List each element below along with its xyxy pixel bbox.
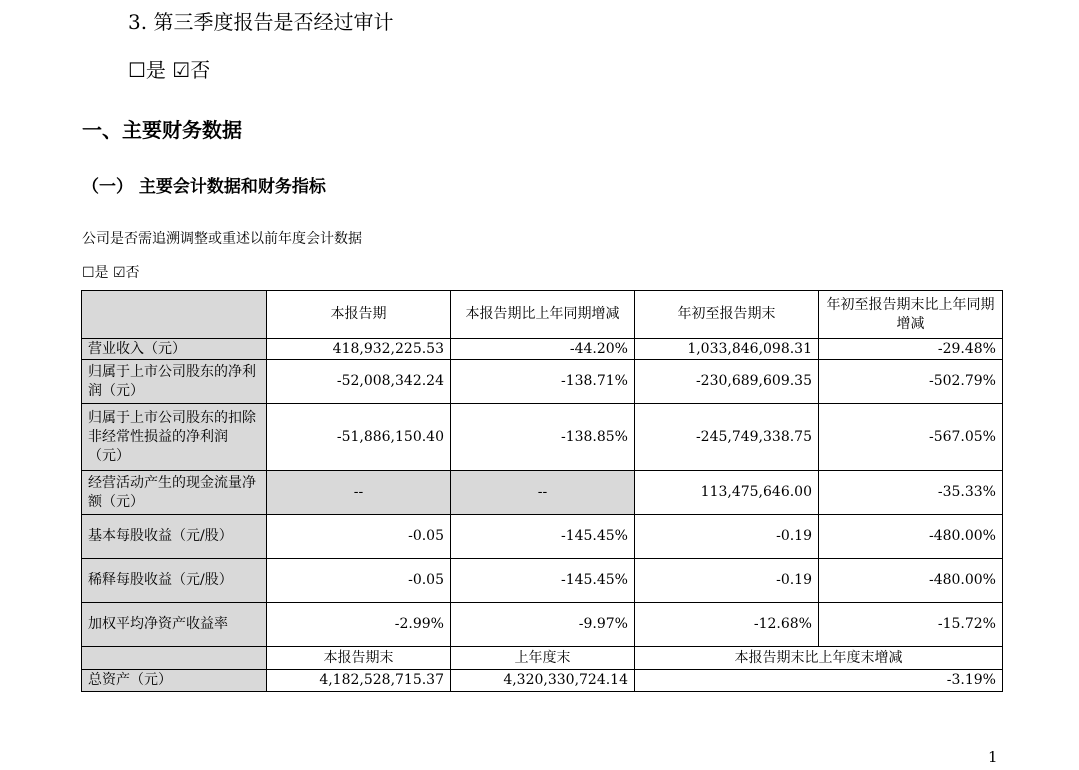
value-cell: -51,886,150.40: [267, 404, 451, 471]
value-cell: -0.19: [635, 515, 819, 559]
value-cell: -2.99%: [267, 603, 451, 647]
value-cell: -567.05%: [819, 404, 1003, 471]
value-cell: -29.48%: [819, 339, 1003, 360]
value-cell: -245,749,338.75: [635, 404, 819, 471]
value-cell: -145.45%: [451, 559, 635, 603]
header-cell: 本报告期末比上年度末增减: [635, 647, 1003, 670]
section-subtitle: （一） 主要会计数据和财务指标: [82, 177, 326, 197]
value-cell: --: [267, 471, 451, 515]
audit-question: 3. 第三季度报告是否经过审计: [128, 10, 394, 34]
value-cell: --: [451, 471, 635, 515]
row-label: 经营活动产生的现金流量净额（元）: [82, 471, 267, 515]
value-cell: -0.19: [635, 559, 819, 603]
table-row: [82, 339, 1003, 360]
page-number: 1: [988, 748, 998, 766]
row-label: 营业收入（元）: [82, 339, 267, 360]
value-cell: -3.19%: [635, 670, 1003, 692]
value-cell: -138.85%: [451, 404, 635, 471]
value-cell: -145.45%: [451, 515, 635, 559]
value-cell: -52,008,342.24: [267, 360, 451, 404]
header-corner: [82, 647, 267, 670]
table-row: [82, 360, 1003, 404]
value-cell: -480.00%: [819, 559, 1003, 603]
row-label: 归属于上市公司股东的扣除非经常性损益的净利润（元）: [82, 404, 267, 471]
value-cell: -35.33%: [819, 471, 1003, 515]
value-cell: 418,932,225.53: [267, 339, 451, 360]
header-cell: 年初至报告期末比上年同期增减: [819, 291, 1003, 339]
value-cell: 1,033,846,098.31: [635, 339, 819, 360]
header-cell: 上年度末: [451, 647, 635, 670]
row-label: 加权平均净资产收益率: [82, 603, 267, 647]
header-cell: 本报告期末: [267, 647, 451, 670]
audit-answer: ☐是 ☑否: [128, 58, 211, 82]
section-title: 一、主要财务数据: [82, 118, 242, 142]
header-cell: 年初至报告期末: [635, 291, 819, 339]
value-cell: 4,182,528,715.37: [267, 670, 451, 692]
row-label: 归属于上市公司股东的净利润（元）: [82, 360, 267, 404]
value-cell: -480.00%: [819, 515, 1003, 559]
table-row: [82, 471, 1003, 515]
table-row: [82, 603, 1003, 647]
value-cell: -0.05: [267, 515, 451, 559]
table-row: [82, 670, 1003, 692]
header-cell: 本报告期: [267, 291, 451, 339]
value-cell: 4,320,330,724.14: [451, 670, 635, 692]
value-cell: -502.79%: [819, 360, 1003, 404]
table-header-row-2: [82, 647, 1003, 670]
restatement-question: 公司是否需追溯调整或重述以前年度会计数据: [82, 231, 362, 247]
value-cell: -15.72%: [819, 603, 1003, 647]
value-cell: -9.97%: [451, 603, 635, 647]
value-cell: -44.20%: [451, 339, 635, 360]
table-row: [82, 404, 1003, 471]
value-cell: -230,689,609.35: [635, 360, 819, 404]
row-label: 总资产（元）: [82, 670, 267, 692]
table-row: [82, 515, 1003, 559]
value-cell: -0.05: [267, 559, 451, 603]
value-cell: -12.68%: [635, 603, 819, 647]
financial-data-table: [81, 290, 1003, 692]
row-label: 基本每股收益（元/股）: [82, 515, 267, 559]
header-cell: 本报告期比上年同期增减: [451, 291, 635, 339]
value-cell: -138.71%: [451, 360, 635, 404]
header-corner: [82, 291, 267, 339]
table-row: [82, 559, 1003, 603]
row-label: 稀释每股收益（元/股）: [82, 559, 267, 603]
restatement-answer: ☐是 ☑否: [82, 265, 140, 281]
table-header-row: [82, 291, 1003, 339]
value-cell: 113,475,646.00: [635, 471, 819, 515]
